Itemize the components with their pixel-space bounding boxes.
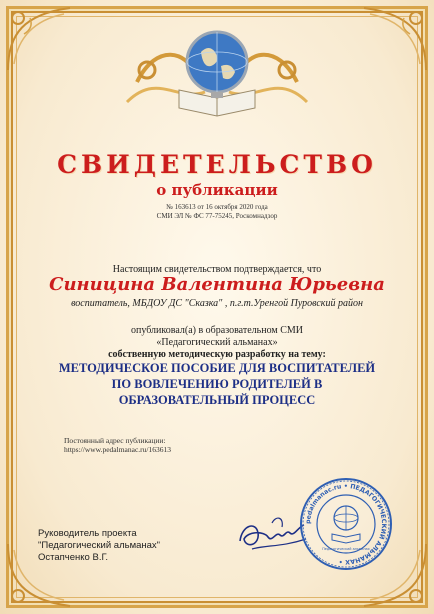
certificate-subtitle: о публикации (156, 181, 278, 199)
corner-ornament (360, 4, 430, 74)
work-type-text: собственную методическую разработку на тему: (108, 349, 326, 360)
published-in-text: опубликовал(а) в образовательном СМИ (131, 325, 303, 336)
confirmation-text: Настоящим свидетельством подтверждается, что (112, 264, 322, 275)
recipient-position: воспитатель, МБДОУ ДС "Сказка" , п.г.т.Уренгой Пуровский район (71, 298, 363, 309)
corner-ornament (4, 4, 74, 74)
media-registration: СМИ ЭЛ № ФС 77-75245, Роскомнадзор (156, 212, 278, 220)
seal-center-text: Педагогический альманах (322, 547, 370, 551)
registration-number: № 163613 от 16 октября 2020 года (166, 203, 268, 211)
publication-url: https://www.pedalmanac.ru/163613 (64, 445, 171, 454)
certificate-title: СВИДЕТЕЛЬСТВО (57, 150, 377, 179)
globe-book-emblem-icon (117, 12, 317, 122)
address-label: Постоянный адрес публикации: (64, 436, 166, 445)
signatory-name: Остапченко В.Г. (38, 552, 109, 563)
seal-ring-text: pedalmanac.ru • ПЕДАГОГИЧЕСКИЙ АЛЬМАНАХ • (304, 482, 388, 566)
official-seal-icon (298, 476, 394, 572)
media-name: «Педагогический альманах» (156, 337, 278, 348)
publication-topic: МЕТОДИЧЕСКОЕ ПОСОБИЕ ДЛЯ ВОСПИТАТЕЛЕЙ ПО ВОВЛЕЧЕНИЮ РОДИТЕЛЕЙ В ОБРАЗОВАТЕЛЬНЫЙ ПРОЦЕСС (58, 361, 376, 407)
recipient-name: Синицина Валентина Юрьевна (49, 274, 385, 295)
signatory-project: "Педагогический альманах" (38, 540, 161, 551)
signatory-title: Руководитель проекта (38, 528, 137, 539)
